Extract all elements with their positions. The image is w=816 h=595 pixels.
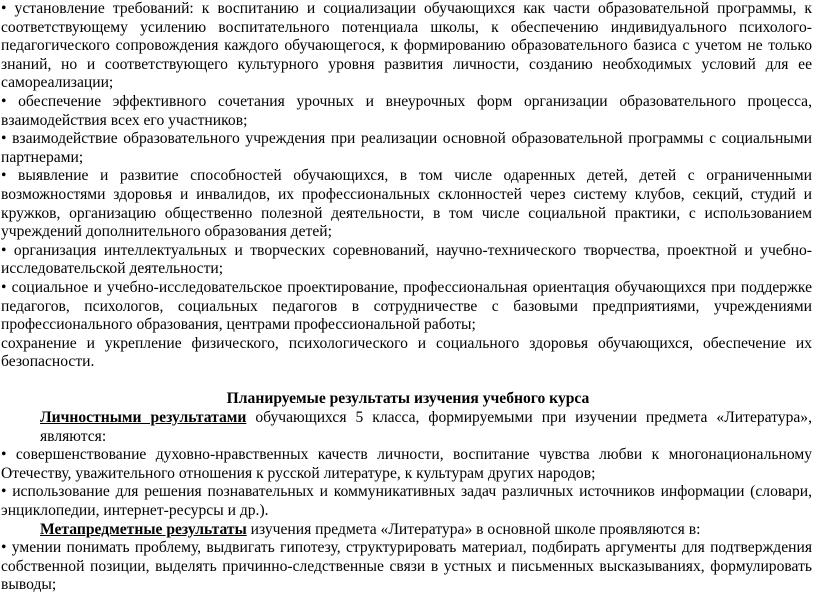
blank-line: [0, 372, 816, 391]
meta-results-title: Метапредметные результаты: [40, 520, 247, 538]
personal-results-title: Личностными результатами: [40, 409, 247, 427]
bullet-paragraph: • установление требований: к воспитанию и социализации обучающихся как части образовательной программы, к соответствующему усилению воспитательного потенциала школы, к обеспечению индивидуального психолого-педагогического сопровождения каждого обучающегося, к формированию образовательного базиса с учетом не только знаний, но и соответствующего культурного уровня развития личности, созданию необходимых условий для ее самореализации;: [1, 0, 812, 92]
bullet-paragraph: • умении понимать проблему, выдвигать гипотезу, структурировать материал, подбирать аргументы для подтверждения собственной позиции, выделять причинно-следственные связи в устных и письменных высказываниях, формулировать выводы;: [1, 539, 812, 594]
personal-results-text: обучающихся 5 класса, формируемыми при изучении предмета «Литература», являются:: [40, 409, 813, 445]
bullet-paragraph: • организация интеллектуальных и творческих соревнований, научно-технического творчества, проектной и учебно-исследовательской деятельности;: [1, 241, 812, 278]
personal-results-intro: [0, 409, 816, 446]
bullet-paragraph: • обеспечение эффективного сочетания урочных и внеурочных форм организации образовательного процесса, взаимодействия всех его участников;: [1, 92, 812, 129]
bullet-paragraph: • выявление и развитие способностей обучающихся, в том числе одаренных детей, детей с ограниченными возможностями здоровья и инвалидов, их профессиональных склонностей через систему клубов, секций, студий и кружков, организацию общественно полезной деятельности, в том числе социальной практики, с использованием учреждений дополнительного образования детей;: [1, 167, 812, 241]
meta-results-text: изучения предмета «Литература» в основной школе проявляются в:: [246, 520, 701, 538]
section-heading: Планируемые результаты изучения учебного курса: [226, 390, 590, 408]
meta-results-intro: [0, 521, 816, 540]
bullet-paragraph: • использование для решения познавательных и коммуникативных задач различных источников информации (словари, энциклопедии, интернет-ресурсы и др.).: [1, 483, 812, 520]
bullet-paragraph: • взаимодействие образовательного учреждения при реализации основной образовательной программы с социальными партнерами;: [1, 130, 812, 166]
bullet-paragraph: • социальное и учебно-исследовательское проектирование, профессиональная ориентация обучающихся при поддержке педагогов, психологов, социальных педагогов в сотрудничестве с базовыми предприятиями, учреждениями профессионального образования, центрами профессиональной работы;: [1, 278, 812, 334]
bullet-paragraph: • совершенствование духовно-нравственных качеств личности, воспитание чувства любви к многонациональному Отечеству, уважительного отношения к русской литературе, к культурам других народов;: [1, 446, 812, 482]
plain-paragraph: сохранение и укрепление физического, психологического и социального здоровья обучающихся, обеспечение их безопасности.: [1, 334, 812, 371]
